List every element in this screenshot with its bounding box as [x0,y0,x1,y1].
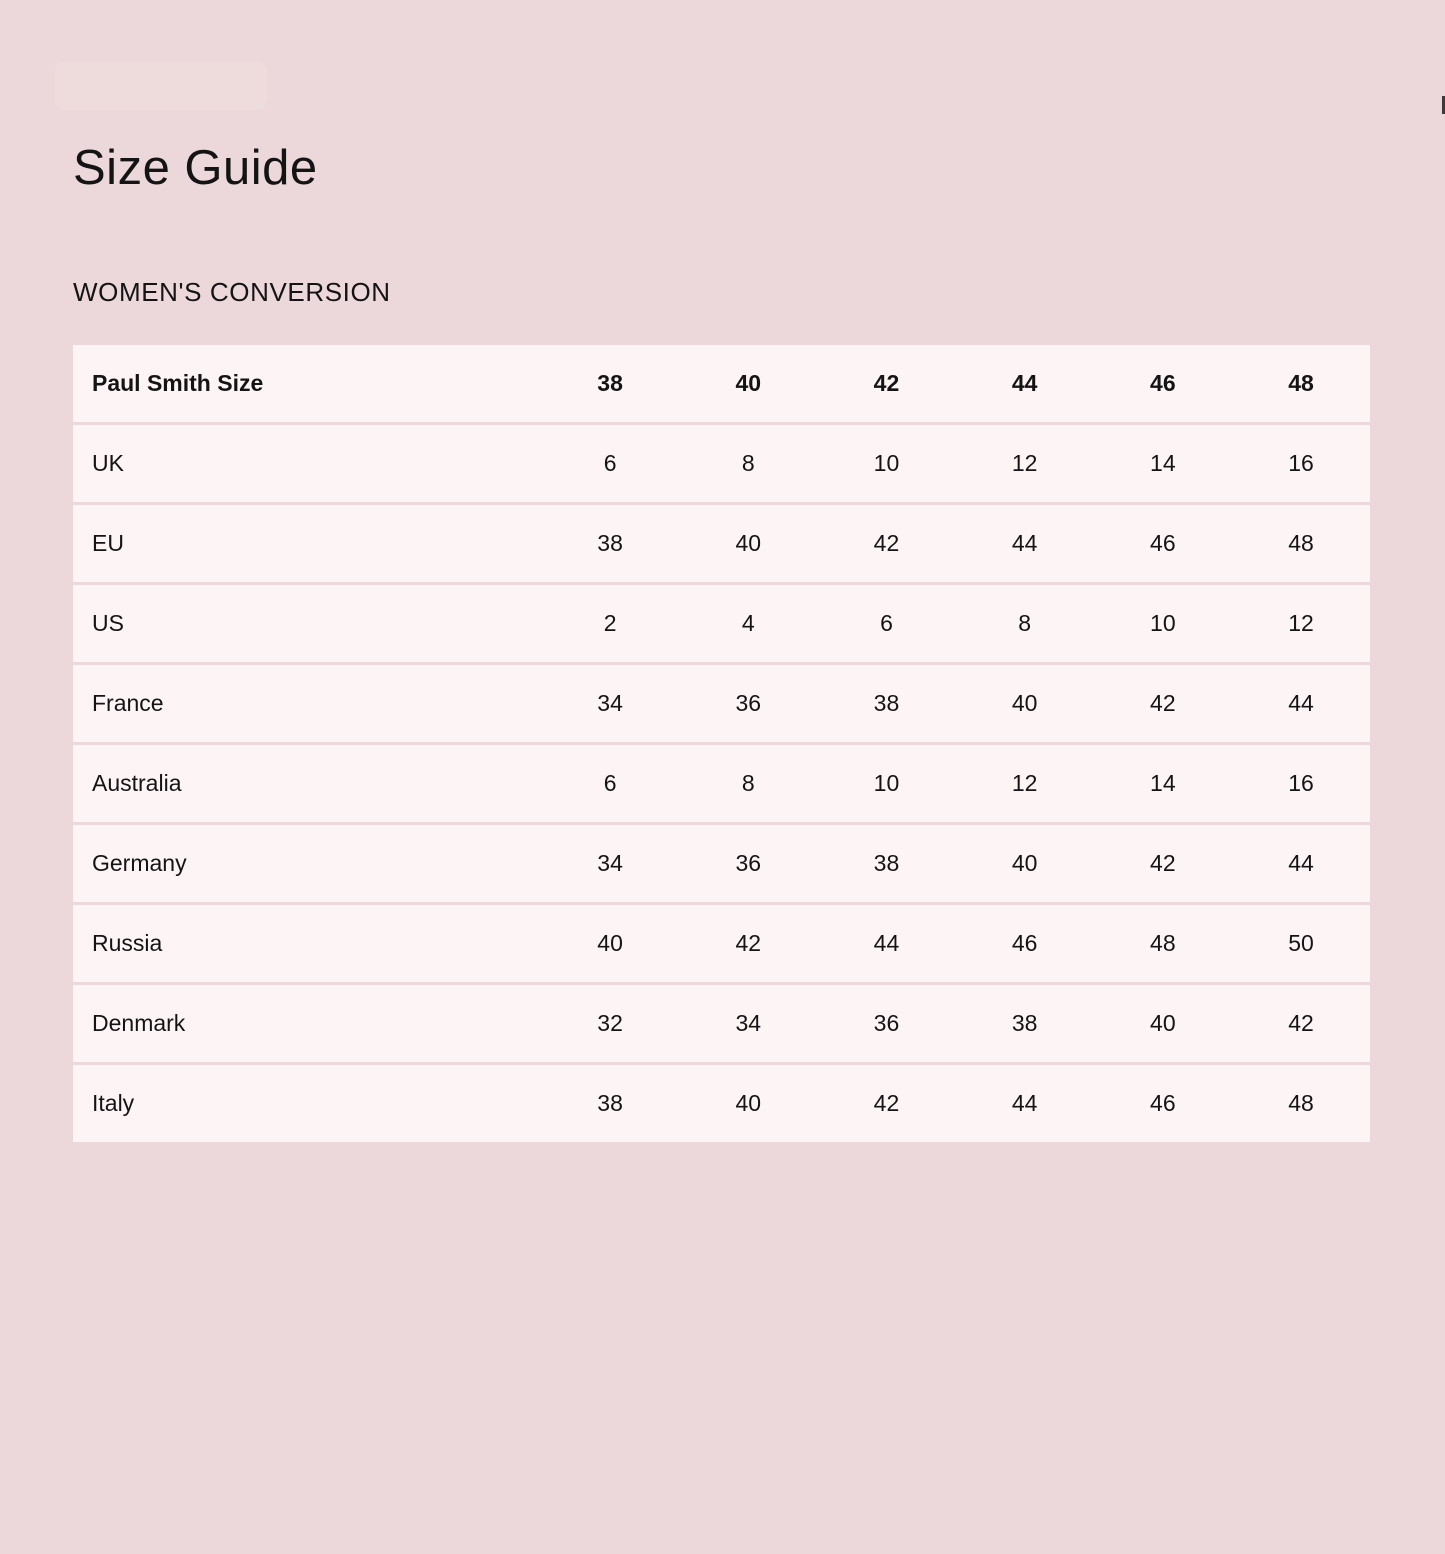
size-cell: 32 [541,985,679,1065]
header-label: Paul Smith Size [73,345,541,425]
faded-header-strip [55,62,267,110]
size-cell: 42 [817,505,955,585]
size-cell: 42 [1232,985,1370,1065]
size-cell: 16 [1232,745,1370,825]
size-cell: 40 [735,1090,762,1116]
table-row [73,425,1370,505]
size-cell: 48 [1232,505,1370,585]
header-size: 40 [679,345,817,425]
size-cell: 8 [956,585,1094,665]
size-cell: 34 [541,665,679,745]
page-title: Size Guide [73,141,318,195]
size-cell: 12 [956,425,1094,505]
size-cell: 8 [679,425,817,505]
size-cell: 40 [541,905,679,985]
row-label: Italy [92,1090,135,1116]
table-row [73,665,1370,745]
size-cell: 42 [873,1090,900,1116]
size-conversion-table [73,345,1370,1142]
size-cell: 34 [679,985,817,1065]
size-cell: 38 [597,1090,623,1116]
table-row [73,745,1370,825]
size-cell: 36 [679,825,817,905]
header-size: 38 [541,345,679,425]
size-cell: 42 [679,905,817,985]
size-cell: 44 [1232,665,1370,745]
size-cell: 6 [817,585,955,665]
size-cell: 50 [1232,905,1370,985]
size-cell: 46 [1150,1090,1176,1116]
size-cell: 16 [1232,425,1370,505]
row-label: UK [73,425,541,505]
header-size: 48 [1232,345,1370,425]
table-row [73,585,1370,665]
size-cell: 14 [1094,425,1232,505]
table-row [73,985,1370,1065]
size-cell: 38 [541,505,679,585]
size-cell: 46 [1094,505,1232,585]
size-cell: 42 [1094,665,1232,745]
size-cell: 34 [541,825,679,905]
row-label: US [73,585,541,665]
table-header-row [73,345,1370,425]
size-cell: 44 [1232,825,1370,905]
header-size: 44 [956,345,1094,425]
size-cell: 38 [817,665,955,745]
size-cell: 2 [541,585,679,665]
size-cell: 36 [679,665,817,745]
size-cell: 8 [679,745,817,825]
size-cell: 40 [679,505,817,585]
row-label: Germany [73,825,541,905]
size-cell: 44 [956,505,1094,585]
header-size: 42 [817,345,955,425]
table-row [73,825,1370,905]
header-size: 46 [1094,345,1232,425]
table-row [73,905,1370,985]
size-cell: 42 [1094,825,1232,905]
size-cell: 38 [817,825,955,905]
size-cell: 10 [817,745,955,825]
size-cell: 40 [956,825,1094,905]
row-label: EU [73,505,541,585]
row-label: Australia [73,745,541,825]
size-cell: 6 [541,425,679,505]
size-cell: 40 [1094,985,1232,1065]
size-cell: 10 [817,425,955,505]
row-label: France [73,665,541,745]
size-cell: 10 [1094,585,1232,665]
size-cell: 12 [1232,585,1370,665]
size-cell: 6 [541,745,679,825]
size-cell: 44 [817,905,955,985]
size-cell: 40 [956,665,1094,745]
size-cell: 12 [956,745,1094,825]
size-cell: 14 [1094,745,1232,825]
table-row [73,505,1370,585]
table-row [73,1065,1370,1142]
row-label: Russia [73,905,541,985]
size-cell: 48 [1094,905,1232,985]
size-cell: 44 [1011,1090,1038,1116]
section-title: WOMEN'S CONVERSION [73,277,391,307]
size-cell: 46 [956,905,1094,985]
size-cell: 4 [679,585,817,665]
row-label: Denmark [73,985,541,1065]
size-cell: 36 [817,985,955,1065]
size-cell: 38 [956,985,1094,1065]
size-cell: 48 [1288,1090,1314,1116]
